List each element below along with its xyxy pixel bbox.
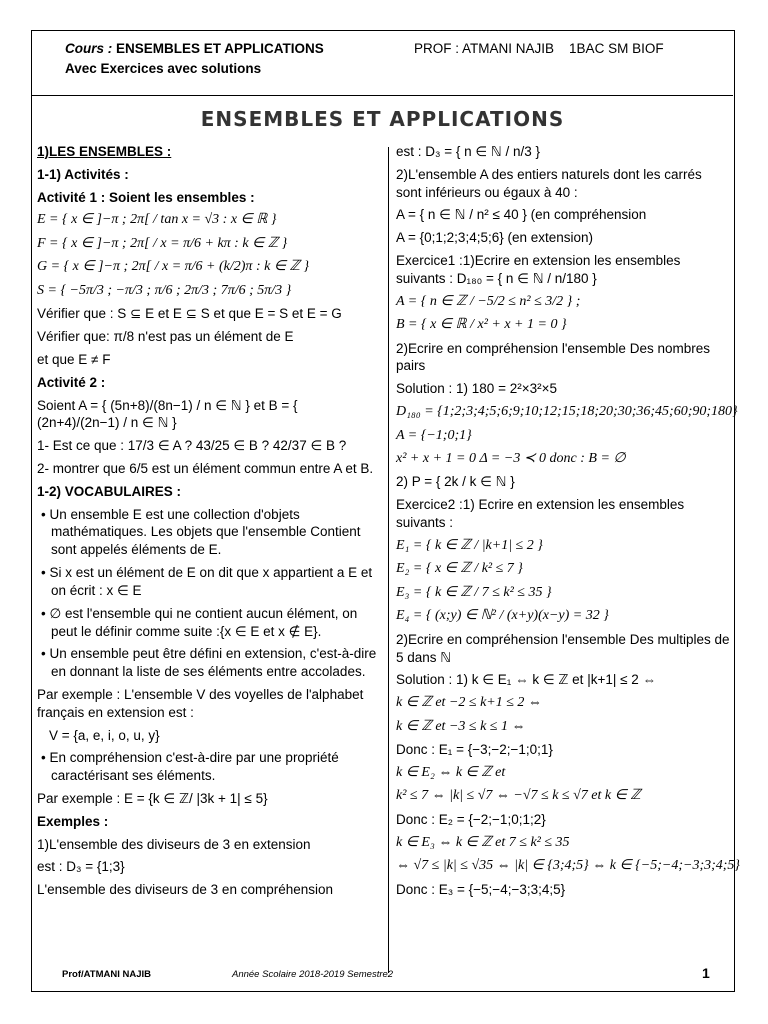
left-line: G = { x ∈ ]−π ; 2π[ / x = π/6 + (k/2)π : k ∈ ℤ }: [37, 259, 310, 275]
right-line: k ∈ ℤ et −3 ≤ k ≤ 1 ⇔: [396, 718, 526, 734]
right-line: Solution : 1) 180 = 2²×3²×5: [396, 381, 557, 397]
left-line: 1)L'ensemble des diviseurs de 3 en extension: [37, 836, 311, 852]
header: [32, 31, 733, 96]
column-divider: [388, 147, 389, 973]
left-line: F = { x ∈ ]−π ; 2π[ / x = π/6 + kπ : k ∈ ℤ }: [37, 235, 288, 251]
right-line: A = { n ∈ ℕ / n² ≤ 40 } (en compréhension: [396, 207, 647, 223]
right-line: E₁ = { k ∈ ℤ / |k+1| ≤ 2 }: [396, 537, 543, 553]
left-line: Activité 1 : Soient les ensembles :: [37, 189, 255, 205]
right-line: E₂ = { x ∈ ℤ / k² ≤ 7 }: [396, 561, 523, 577]
right-line: 2)L'ensemble A des entiers naturels dont les carrés sont inférieurs ou égaux à 40 :: [396, 166, 702, 200]
left-line: 1-1) Activités :: [37, 166, 129, 182]
left-line: Vérifier que : S ⊆ E et E ⊆ S et que E = S et E = G: [37, 306, 342, 322]
right-line: ⇔ √7 ≤ |k| ≤ √35 ⇔ |k| ∈ {3;4;5} ⇔ k ∈ {−5;−4;−3;3;4;5}: [396, 858, 741, 874]
left-line: et que E ≠ F: [37, 351, 111, 367]
left-line: Vérifier que: π/8 n'est pas un élément de E: [37, 329, 294, 345]
right-line: k ∈ E₃ ⇔ k ∈ ℤ et 7 ≤ k² ≤ 35: [396, 834, 570, 850]
right-line: E₃ = { k ∈ ℤ / 7 ≤ k² ≤ 35 }: [396, 584, 552, 600]
footer-year: Année Scolaire 2018-2019 Semestre2: [232, 969, 394, 980]
right-line: A = {−1;0;1}: [396, 427, 472, 443]
left-line: E = { x ∈ ]−π ; 2π[ / tan x = √3 : x ∈ ℝ }: [37, 212, 277, 228]
subtitle: Avec Exercices avec solutions: [65, 61, 262, 76]
left-line: • En compréhension c'est-à-dire par une propriété caractérisant ses éléments.: [41, 750, 339, 784]
right-line: D₁₈₀ = {1;2;3;4;5;6;9;10;12;15;18;20;30;36;45;60;90;180}: [396, 404, 738, 420]
course-label: Cours :: [65, 41, 113, 56]
left-line: L'ensemble des diviseurs de 3 en compréhension: [37, 882, 334, 898]
right-line: B = { x ∈ ℝ / x² + x + 1 = 0 }: [396, 317, 567, 333]
left-line: 1-2) VOCABULAIRES :: [37, 483, 182, 499]
page-number: 1: [702, 965, 710, 981]
course-title: ENSEMBLES ET APPLICATIONS: [116, 41, 324, 56]
right-line: Donc : E₂ = {−2;−1;0;1;2}: [396, 811, 546, 827]
right-line: Donc : E₃ = {−5;−4;−3;3;4;5}: [396, 881, 566, 897]
right-line: k ∈ ℤ et −2 ≤ k+1 ≤ 2 ⇔: [396, 695, 542, 711]
left-line: est : D₃ = {1;3}: [37, 859, 125, 875]
right-line: A = {0;1;2;3;4;5;6} (en extension): [396, 230, 594, 246]
right-column: [396, 143, 741, 903]
right-line: k ∈ E₂ ⇔ k ∈ ℤ et: [396, 764, 506, 780]
left-line: S = { −5π/3 ; −π/3 ; π/6 ; 2π/3 ; 7π/6 ; 5π/3 }: [37, 282, 292, 298]
right-line: 2) P = { 2k / k ∈ ℕ }: [396, 474, 515, 490]
left-column: [37, 143, 379, 904]
left-line: 1- Est ce que : 17/3 ∈ A ? 43/25 ∈ B ? 42/37 ∈ B ?: [37, 438, 347, 454]
right-line: Exercice1 :1)Ecrire en extension les ensembles suivants : D₁₈₀ = { n ∈ ℕ / n/180 }: [396, 253, 681, 286]
left-line: Soient A = { (5n+8)/(8n−1) / n ∈ ℕ } et B = { (2n+4)/(2n−1) / n ∈ ℕ }: [37, 397, 298, 431]
right-line: E₄ = { (x;y) ∈ ℕ² / (x+y)(x−y) = 32 }: [396, 608, 609, 624]
left-line: Par exemple : E = {k ∈ ℤ/ |3k + 1| ≤ 5}: [37, 791, 268, 806]
left-line: Activité 2 :: [37, 374, 106, 390]
right-line: A = { n ∈ ℤ / −5/2 ≤ n² ≤ 3/2 } ;: [396, 293, 581, 309]
left-line: • Un ensemble peut être défini en extension, c'est-à-dire en donnant la liste de ses éléments entre accolades.: [41, 646, 377, 680]
right-line: est : D₃ = { n ∈ ℕ / n/3 }: [396, 144, 541, 159]
right-line: x² + x + 1 = 0 Δ = −3 ≺ 0 donc : B = ∅: [396, 451, 626, 466]
right-line: k² ≤ 7 ⇔ |k| ≤ √7 ⇔ −√7 ≤ k ≤ √7 et k ∈ ℤ: [396, 788, 641, 804]
page-title: ENSEMBLES ET APPLICATIONS: [200, 107, 565, 131]
level: 1BAC SM BIOF: [569, 41, 664, 56]
right-line: Exercice2 :1) Ecrire en extension les ensembles suivants :: [396, 497, 685, 531]
left-line: • Si x est un élément de E on dit que x appartient a E et on écrit : x ∈ E: [41, 565, 373, 598]
left-line: 2- montrer que 6/5 est un élément commun entre A et B.: [37, 461, 374, 476]
teacher: PROF : ATMANI NAJIB: [414, 41, 555, 56]
footer-author: Prof/ATMANI NAJIB: [62, 969, 152, 980]
right-line: Donc : E₁ = {−3;−2;−1;0;1}: [396, 742, 553, 758]
left-line: • ∅ est l'ensemble qui ne contient aucun élément, on peut le définir comme suite :{x ∈ E et x ∉ E}.: [41, 605, 358, 639]
right-line: 2)Ecrire en compréhension l'ensemble Des nombres pairs: [396, 340, 710, 374]
left-line: V = {a, e, i, o, u, y}: [49, 727, 160, 743]
left-line: 1)LES ENSEMBLES :: [37, 144, 172, 159]
page-frame: [31, 30, 741, 992]
right-line: 2)Ecrire en compréhension l'ensemble Des multiples de 5 dans ℕ: [396, 631, 730, 665]
left-line: Par exemple : L'ensemble V des voyelles de l'alphabet français en extension est :: [37, 686, 364, 720]
left-line: • Un ensemble E est une collection d'objets mathématiques. Les objets que l'ensemble Contient sont appelés éléments de E.: [41, 506, 361, 558]
right-line: Solution : 1) k ∈ E₁ ⇔ k ∈ ℤ et |k+1| ≤ 2 ⇔: [396, 672, 657, 688]
left-line: Exemples :: [37, 813, 109, 829]
